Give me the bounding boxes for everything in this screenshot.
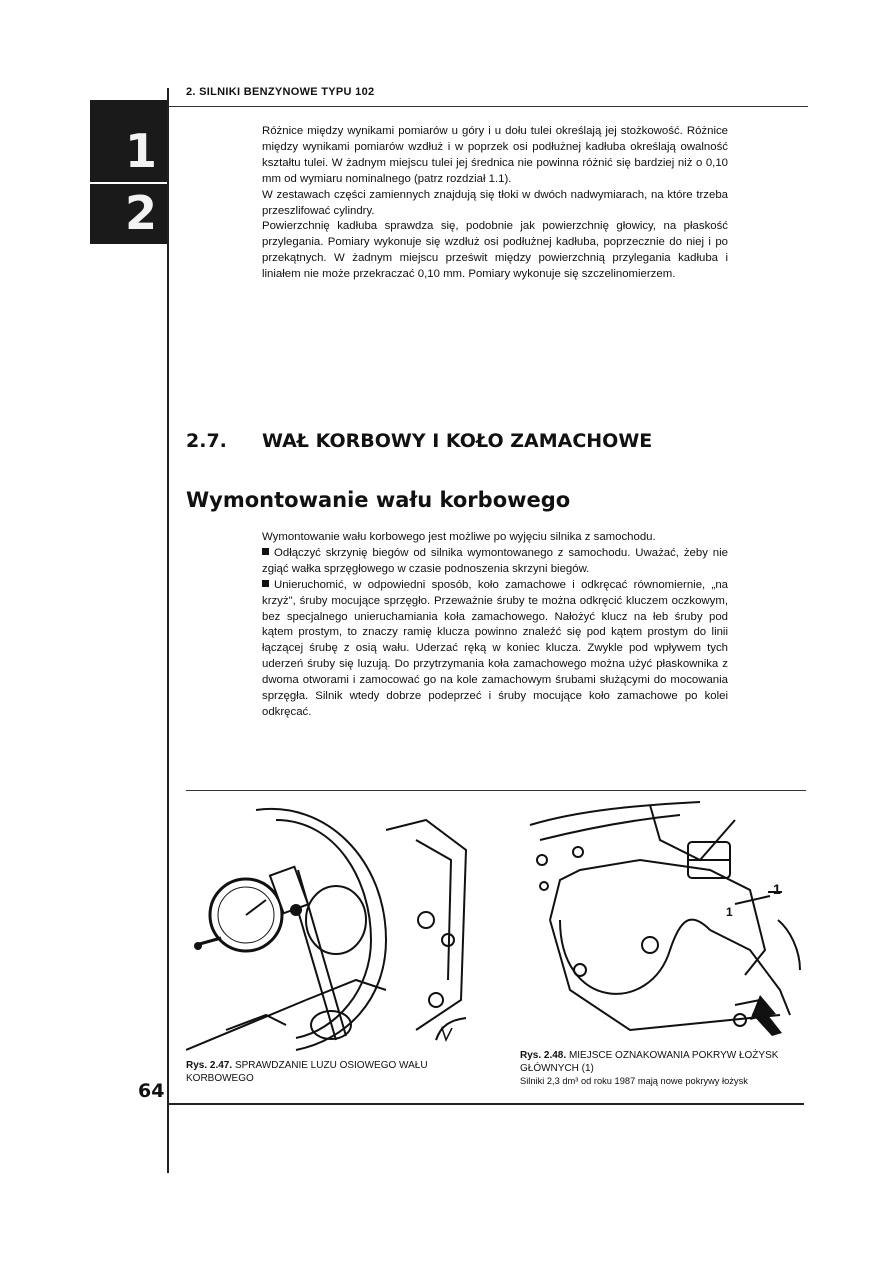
chapter-tab-label: 2	[124, 186, 157, 240]
callout-label: 1	[726, 905, 733, 919]
body-text	[262, 530, 728, 721]
paragraph: Powierzchnię kadłuba sprawdza się, podobnie jak powierzchnię głowicy, na płaskość przylegania. Pomiary wykonuje się wzdłuż osi podłużnej kadłuba, poprzecznie do niej i po przekątnych. W żadnym miejscu prześwit między powierzchnią przylegania kadłuba i liniałem nie może przekraczać 0,10 mm. Pomiary wykonuje się szczelinomierzem.	[262, 220, 728, 281]
figure-caption-text: SPRAWDZANIE LUZU OSIOWEGO WAŁU KORBOWEGO	[186, 1060, 428, 1084]
figure-label: Rys. 2.47.	[186, 1060, 233, 1071]
bullet-item	[262, 546, 728, 578]
section-title: WAŁ KORBOWY I KOŁO ZAMACHOWE	[262, 430, 653, 452]
footer-rule	[168, 1103, 804, 1105]
header-rule	[168, 106, 808, 107]
figure-2-48-illustration	[520, 800, 802, 1045]
figure-caption-text: MIEJSCE OZNAKOWANIA POKRYW ŁOŻYSK GŁÓWNYCH (1)	[520, 1050, 779, 1074]
figure-2-47-illustration	[186, 800, 476, 1058]
figure-caption-2-47	[186, 1059, 446, 1085]
section-number: 2.7.	[186, 430, 227, 452]
subsection-title: Wymontowanie wału korbowego	[186, 488, 571, 512]
page-number: 64	[138, 1080, 165, 1102]
bullet-text: Odłączyć skrzynię biegów od silnika wymontowanego z samochodu. Uważać, żeby nie zgiąć wałka sprzęgłowego w czasie podnoszenia skrzyni biegów.	[262, 546, 728, 575]
intro-text	[262, 124, 728, 283]
figure-note: Silniki 2,3 dm³ od roku 1987 mają nowe pokrywy łożysk	[520, 1076, 748, 1086]
figure-label: Rys. 2.48.	[520, 1050, 567, 1061]
figure-caption-2-48	[520, 1049, 800, 1088]
callout-label: 1	[773, 881, 781, 897]
chapter-tab-2	[90, 184, 167, 244]
paragraph: W zestawach części zamiennych znajdują się tłoki w dwóch nadwymiarach, na które trzeba przeszlifować cylindry.	[262, 188, 728, 217]
margin-rule	[167, 88, 169, 1173]
running-header: 2. SILNIKI BENZYNOWE TYPU 102	[186, 86, 375, 98]
bullet-icon	[262, 580, 269, 587]
bullet-item	[262, 578, 728, 721]
chapter-tab-label: 1	[124, 124, 157, 178]
paragraph: Wymontowanie wału korbowego jest możliwe po wyjęciu silnika z samochodu.	[262, 531, 656, 543]
bullet-text: Unieruchomić, w odpowiedni sposób, koło zamachowe i odkręcać równomiernie, „na krzyż", śruby mocujące sprzęgło. Przeważnie śruby te można odkręcić kluczem oczkowym, bez specjalnego unieruchamiania koła zamachowego. Nałożyć klucz na łeb śruby pod kątem prostym, to znaczy ramię klucza powinno znaleźć się pod kątem prostym do linii łączącej śrubę z osią wału. Uderzać ręką w koniec klucza. Zwykle pod wpływem tych uderzeń śruby się luzują. Do przytrzymania koła zamachowego można użyć płaskownika z dwoma otworami i zamocować go na kole zamachowym śrubami służącymi do mocowania sprzęgła. Silnik wtedy dobrze podeprzeć i śruby mocujące koło zamachowe po kolei odkręcać.	[262, 578, 728, 718]
figure-separator	[186, 790, 806, 791]
bullet-icon	[262, 548, 269, 555]
paragraph: Różnice między wynikami pomiarów u góry i u dołu tulei określają jej stożkowość. Różnice między wynikami pomiarów wzdłuż i w poprzek osi podłużnej kadłuba określają owalność kształtu tulei. W żadnym miejscu tulei jej średnica nie powinna różnić się bardziej niż o 0,10 mm od wymiaru nominalnego (patrz rozdział 1.1).	[262, 125, 728, 185]
chapter-tab-1	[90, 100, 167, 182]
